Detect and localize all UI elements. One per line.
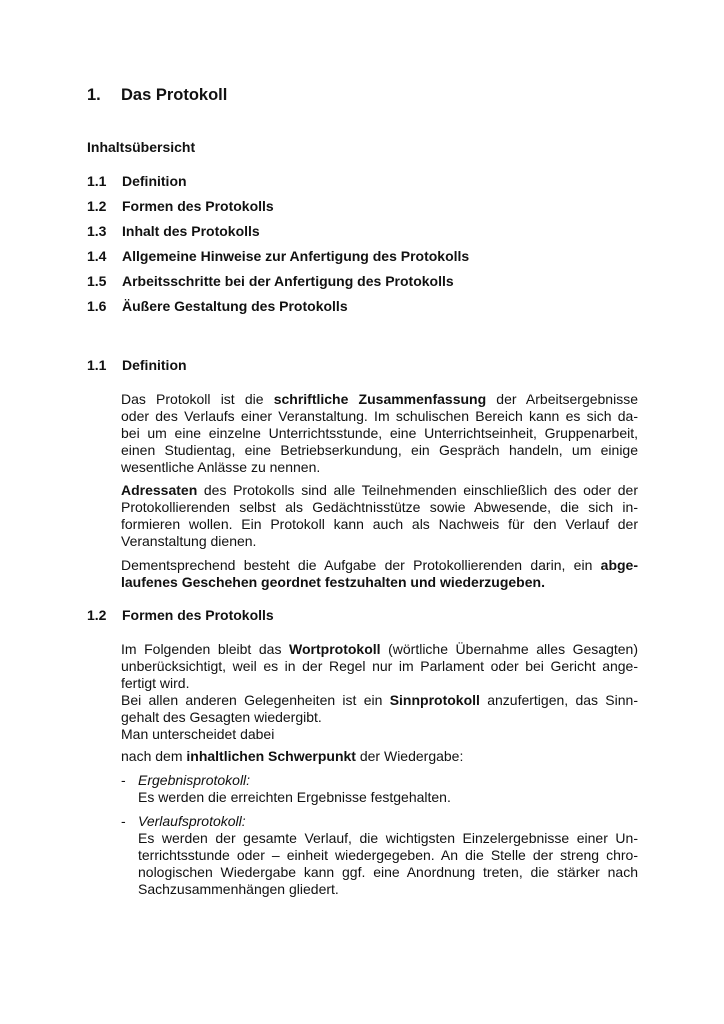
- paragraph-definition: [121, 391, 638, 476]
- text-line: gehalt des Gesagten wiedergibt.: [121, 709, 322, 725]
- text-line: unberücksichtigt, weil es in der Regel nur im Parlament oder bei Gericht ange-: [121, 658, 638, 674]
- section-title: Formen des Protokolls: [122, 607, 274, 623]
- toc-item-1-6: [87, 298, 587, 316]
- toc-item-number: 1.3: [87, 223, 107, 239]
- toc-item-label: Definition: [122, 173, 187, 189]
- toc-item-1-2: [87, 198, 587, 216]
- text-line: laufenes Geschehen geordnet festzuhalten und wiederzugeben.: [121, 574, 545, 590]
- list-item-ergebnisprotokoll: [121, 772, 638, 806]
- toc-item-number: 1.5: [87, 273, 107, 289]
- paragraph-schwerpunkt: [121, 748, 638, 765]
- text-line: Das Protokoll ist die schriftliche Zusammenfassung der Arbeitsergebnisse: [121, 391, 638, 407]
- text-line: Bei allen anderen Gelegenheiten ist ein Sinnprotokoll anzufertigen, das Sinn-: [121, 692, 638, 708]
- text-line: bei um eine einzelne Unterrichtsstunde, eine Unterrichtseinheit, Gruppenarbeit,: [121, 425, 638, 441]
- section-title: Definition: [122, 357, 187, 373]
- text-line: Man unterscheidet dabei: [121, 726, 275, 742]
- toc-item-number: 1.6: [87, 298, 107, 314]
- section-heading-formen: [87, 607, 587, 625]
- text-line: Sachzusammenhängen gliedert.: [138, 881, 339, 897]
- main-heading-title: Das Protokoll: [121, 86, 228, 104]
- toc-item-label: Äußere Gestaltung des Protokolls: [122, 298, 348, 314]
- text-line: wesentliche Anlässe zu nennen.: [121, 459, 321, 475]
- toc-item-number: 1.1: [87, 173, 107, 189]
- text-line: nologischen Wiedergabe kann ggf. eine Anordnung treten, die stärker nach: [138, 864, 638, 880]
- toc-title: Inhaltsübersicht: [87, 139, 196, 155]
- paragraph-formen: [121, 641, 638, 743]
- list-item-title: Ergebnisprotokoll:: [138, 772, 251, 788]
- toc-item-1-1: [87, 173, 587, 191]
- toc-item-number: 1.4: [87, 248, 107, 264]
- toc-item-label: Inhalt des Protokolls: [122, 223, 260, 239]
- toc-item-label: Arbeitsschritte bei der Anfertigung des Protokolls: [122, 273, 454, 289]
- text-line: Dementsprechend besteht die Aufgabe der Protokollierenden darin, ein abge-: [121, 557, 638, 573]
- paragraph-aufgabe: [121, 557, 638, 591]
- section-number: 1.1: [87, 357, 107, 373]
- toc-item-label: Allgemeine Hinweise zur Anfertigung des Protokolls: [122, 248, 470, 264]
- list-item-verlaufsprotokoll: [121, 813, 638, 898]
- section-number: 1.2: [87, 607, 107, 623]
- text-line: terrichtsstunde oder – einheit wiedergegeben. An die Stelle der streng chro-: [138, 847, 638, 863]
- text-line: Im Folgenden bleibt das Wortprotokoll (wörtliche Übernahme alles Gesagten): [121, 641, 638, 657]
- list-dash: -: [121, 772, 126, 788]
- toc-item-1-5: [87, 273, 587, 291]
- toc-item-number: 1.2: [87, 198, 107, 214]
- text-line: fertigt wird.: [121, 675, 190, 691]
- toc-item-label: Formen des Protokolls: [122, 198, 274, 214]
- toc-item-1-3: [87, 223, 587, 241]
- text-line: einen Studientag, eine Betriebserkundung, ein Gespräch handeln, um einige: [121, 442, 638, 458]
- text-line: nach dem inhaltlichen Schwerpunkt der Wiedergabe:: [121, 748, 464, 764]
- main-heading: [87, 86, 387, 108]
- main-heading-number: 1.: [87, 86, 101, 104]
- text-line: oder des Verlaufs einer Veranstaltung. Im schulischen Bereich kann es sich da-: [121, 408, 638, 424]
- section-heading-definition: [87, 357, 587, 375]
- text-line: Es werden die erreichten Ergebnisse festgehalten.: [138, 789, 451, 805]
- text-line: formieren wollen. Ein Protokoll kann auch als Nachweis für den Verlauf der: [121, 516, 638, 532]
- toc-item-1-4: [87, 248, 587, 266]
- text-line: Adressaten des Protokolls sind alle Teilnehmenden einschließlich des oder der: [121, 482, 638, 498]
- paragraph-adressaten: [121, 482, 638, 550]
- text-line: Veranstaltung dienen.: [121, 533, 257, 549]
- text-line: Protokollierenden selbst als Gedächtnisstütze sowie Abwesende, die sich in-: [121, 499, 638, 515]
- list-item-title: Verlaufsprotokoll:: [138, 813, 246, 829]
- list-dash: -: [121, 813, 126, 829]
- text-line: Es werden der gesamte Verlauf, die wichtigsten Einzelergebnisse einer Un-: [138, 830, 638, 846]
